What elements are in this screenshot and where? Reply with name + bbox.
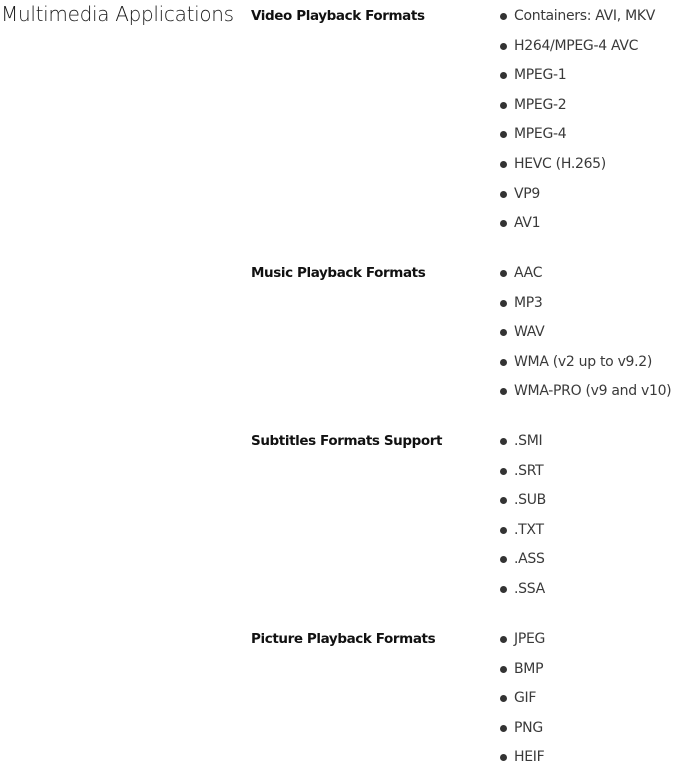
list-item-text: WAV bbox=[514, 324, 545, 341]
list-item-text: VP9 bbox=[514, 185, 541, 202]
list-item bbox=[500, 125, 655, 155]
music-format-list bbox=[500, 264, 671, 412]
bullet-icon bbox=[500, 636, 507, 643]
list-item-text: .ASS bbox=[514, 551, 545, 568]
list-item-text: WMA-PRO (v9 and v10) bbox=[514, 383, 672, 400]
list-item bbox=[500, 689, 545, 719]
list-item-text: JPEG bbox=[514, 631, 546, 647]
bullet-icon bbox=[500, 102, 507, 109]
list-item-text: HEVC (H.265) bbox=[514, 155, 606, 172]
list-item bbox=[500, 185, 655, 215]
list-item bbox=[500, 66, 655, 96]
list-item-text: PNG bbox=[514, 719, 543, 736]
list-item bbox=[500, 550, 546, 580]
bullet-icon bbox=[500, 13, 507, 20]
bullet-icon bbox=[500, 43, 507, 50]
list-item bbox=[500, 96, 655, 126]
list-item-text: .SUB bbox=[514, 492, 546, 509]
bullet-icon bbox=[500, 300, 507, 307]
list-item-text: MPEG-4 bbox=[514, 126, 567, 143]
bullet-icon bbox=[500, 754, 507, 761]
list-item-text: HEIF bbox=[514, 749, 545, 766]
list-item-text: .TXT bbox=[514, 521, 544, 538]
list-item-text: .SSA bbox=[514, 580, 545, 597]
list-item bbox=[500, 660, 545, 690]
list-item bbox=[500, 719, 545, 749]
bullet-icon bbox=[500, 556, 507, 563]
bullet-icon bbox=[500, 666, 507, 673]
list-item-text: Containers: AVI, MKV bbox=[514, 8, 656, 24]
bullet-icon bbox=[500, 270, 507, 277]
group-label-subtitles: Subtitles Formats Support bbox=[251, 433, 443, 449]
bullet-icon bbox=[500, 220, 507, 227]
list-item bbox=[500, 37, 655, 67]
list-item bbox=[500, 462, 546, 492]
list-item-text: WMA (v2 up to v9.2) bbox=[514, 353, 653, 370]
list-item bbox=[500, 521, 546, 551]
bullet-icon bbox=[500, 388, 507, 395]
bullet-icon bbox=[500, 438, 507, 445]
bullet-icon bbox=[500, 725, 507, 732]
video-format-list bbox=[500, 7, 655, 244]
list-item bbox=[500, 155, 655, 185]
list-item-text: MPEG-1 bbox=[514, 67, 567, 84]
bullet-icon bbox=[500, 72, 507, 79]
group-label-picture: Picture Playback Formats bbox=[251, 631, 436, 647]
list-item bbox=[500, 294, 671, 324]
list-item bbox=[500, 580, 546, 610]
list-item bbox=[500, 214, 655, 244]
list-item-text: BMP bbox=[514, 660, 544, 677]
list-item-text: .SMI bbox=[514, 433, 543, 449]
list-item-text: GIF bbox=[514, 690, 537, 707]
list-item bbox=[500, 491, 546, 521]
list-item-text: .SRT bbox=[514, 462, 544, 479]
list-item bbox=[500, 630, 545, 660]
list-item-text: MP3 bbox=[514, 294, 543, 311]
list-item-text: H264/MPEG-4 AVC bbox=[514, 37, 639, 54]
bullet-icon bbox=[500, 131, 507, 138]
group-label-video: Video Playback Formats bbox=[251, 8, 425, 24]
list-item bbox=[500, 323, 671, 353]
list-item bbox=[500, 353, 671, 383]
list-item bbox=[500, 432, 546, 462]
bullet-icon bbox=[500, 468, 507, 475]
bullet-icon bbox=[500, 191, 507, 198]
bullet-icon bbox=[500, 586, 507, 593]
list-item bbox=[500, 748, 545, 778]
picture-format-list bbox=[500, 630, 545, 778]
group-label-music: Music Playback Formats bbox=[251, 265, 426, 281]
bullet-icon bbox=[500, 161, 507, 168]
list-item bbox=[500, 264, 671, 294]
list-item bbox=[500, 382, 671, 412]
bullet-icon bbox=[500, 359, 507, 366]
bullet-icon bbox=[500, 527, 507, 534]
bullet-icon bbox=[500, 695, 507, 702]
subtitles-format-list bbox=[500, 432, 546, 610]
list-item-text: AAC bbox=[514, 265, 543, 281]
list-item-text: MPEG-2 bbox=[514, 96, 567, 113]
bullet-icon bbox=[500, 497, 507, 504]
list-item bbox=[500, 7, 655, 37]
list-item-text: AV1 bbox=[514, 215, 541, 232]
bullet-icon bbox=[500, 329, 507, 336]
section-title: Multimedia Applications bbox=[1, 2, 234, 26]
